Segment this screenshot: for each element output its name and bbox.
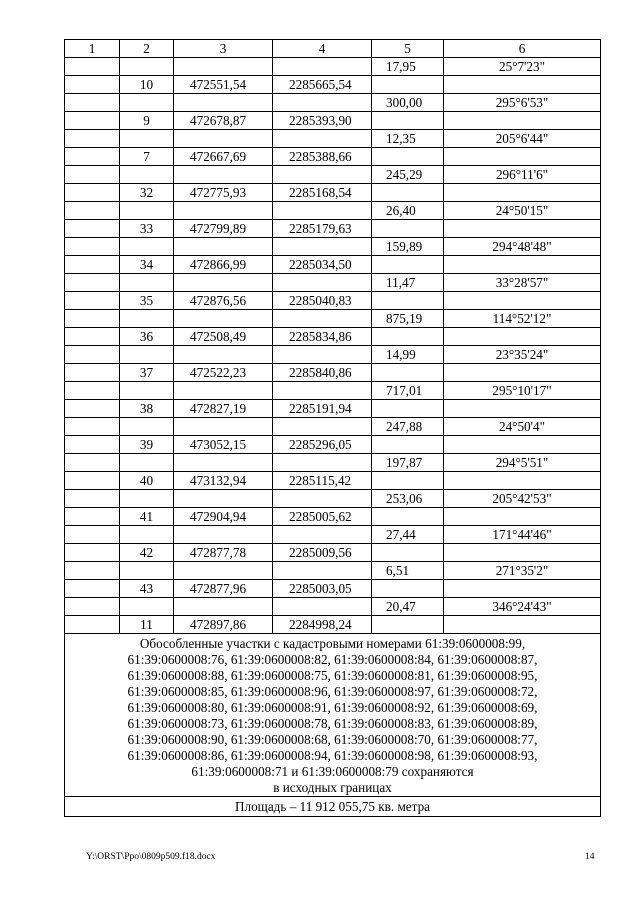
cell-col-1 xyxy=(65,382,120,400)
cell-col-4 xyxy=(273,130,372,148)
cell-col-5: 14,99 xyxy=(372,346,444,364)
cell-col-2 xyxy=(120,202,174,220)
cell-col-3: 472877,78 xyxy=(174,544,273,562)
cell-col-5 xyxy=(372,184,444,202)
point-row xyxy=(65,292,601,310)
point-row xyxy=(65,184,601,202)
cell-col-3: 472678,87 xyxy=(174,112,273,130)
cell-col-4: 2285665,54 xyxy=(273,76,372,94)
cell-col-2 xyxy=(120,490,174,508)
cell-col-5 xyxy=(372,256,444,274)
segment-row xyxy=(65,238,601,256)
cell-col-4 xyxy=(273,274,372,292)
cell-col-5 xyxy=(372,112,444,130)
cell-col-5 xyxy=(372,148,444,166)
cell-col-1 xyxy=(65,112,120,130)
cell-col-1 xyxy=(65,238,120,256)
cell-col-3 xyxy=(174,598,273,616)
note-line: 61:39:0600008:86, 61:39:0600008:94, 61:39:0600008:98, 61:39:0600008:93, xyxy=(127,748,538,763)
coordinates-table xyxy=(64,39,601,817)
note-row xyxy=(65,634,601,797)
cell-col-4: 2285168,54 xyxy=(273,184,372,202)
cell-col-6: 171°44'46" xyxy=(444,526,601,544)
cell-col-5 xyxy=(372,544,444,562)
cell-col-6 xyxy=(444,436,601,454)
note-line: 61:39:0600008:71 и 61:39:0600008:79 сохраняются xyxy=(191,764,474,779)
segment-row xyxy=(65,418,601,436)
cell-col-3: 472775,93 xyxy=(174,184,273,202)
point-row xyxy=(65,220,601,238)
point-row xyxy=(65,112,601,130)
cell-col-2 xyxy=(120,346,174,364)
cell-col-2: 36 xyxy=(120,328,174,346)
cell-col-6 xyxy=(444,328,601,346)
cell-col-4: 2285191,94 xyxy=(273,400,372,418)
cell-col-5: 11,47 xyxy=(372,274,444,292)
cell-col-1 xyxy=(65,616,120,634)
cell-col-5: 27,44 xyxy=(372,526,444,544)
cell-col-6 xyxy=(444,544,601,562)
header-col-6: 6 xyxy=(444,40,601,58)
header-col-1: 1 xyxy=(65,40,120,58)
cell-col-1 xyxy=(65,166,120,184)
cell-col-3 xyxy=(174,310,273,328)
cell-col-2 xyxy=(120,274,174,292)
note-line: 61:39:0600008:90, 61:39:0600008:68, 61:39:0600008:70, 61:39:0600008:77, xyxy=(127,732,538,747)
cell-col-1 xyxy=(65,508,120,526)
segment-row xyxy=(65,526,601,544)
cell-col-6 xyxy=(444,220,601,238)
cell-col-1 xyxy=(65,274,120,292)
cell-col-1 xyxy=(65,148,120,166)
cell-col-3: 472827,19 xyxy=(174,400,273,418)
cell-col-3 xyxy=(174,58,273,76)
cell-col-6: 114°52'12" xyxy=(444,310,601,328)
cell-col-6: 205°42'53" xyxy=(444,490,601,508)
note-line: 61:39:0600008:76, 61:39:0600008:82, 61:39:0600008:84, 61:39:0600008:87, xyxy=(127,652,538,667)
cell-col-4: 2285296,05 xyxy=(273,436,372,454)
cell-col-6 xyxy=(444,472,601,490)
cell-col-3: 472522,23 xyxy=(174,364,273,382)
cell-col-3: 472904,94 xyxy=(174,508,273,526)
cell-col-5 xyxy=(372,400,444,418)
cell-col-5 xyxy=(372,508,444,526)
cell-col-1 xyxy=(65,418,120,436)
cell-col-3: 473052,15 xyxy=(174,436,273,454)
segment-row xyxy=(65,490,601,508)
cell-col-2 xyxy=(120,526,174,544)
point-row xyxy=(65,256,601,274)
cell-col-3: 472877,96 xyxy=(174,580,273,598)
cell-col-2: 33 xyxy=(120,220,174,238)
segment-row xyxy=(65,58,601,76)
cell-col-5: 245,29 xyxy=(372,166,444,184)
cell-col-1 xyxy=(65,598,120,616)
cell-col-2: 10 xyxy=(120,76,174,94)
cell-col-4: 2284998,24 xyxy=(273,616,372,634)
cell-col-2: 7 xyxy=(120,148,174,166)
header-col-2: 2 xyxy=(120,40,174,58)
cell-col-4: 2285034,50 xyxy=(273,256,372,274)
cell-col-5: 247,88 xyxy=(372,418,444,436)
cell-col-5: 20,47 xyxy=(372,598,444,616)
cell-col-5 xyxy=(372,220,444,238)
cell-col-2: 34 xyxy=(120,256,174,274)
cell-col-4 xyxy=(273,418,372,436)
cell-col-4: 2285834,86 xyxy=(273,328,372,346)
cell-col-3 xyxy=(174,130,273,148)
point-row xyxy=(65,436,601,454)
cell-col-6 xyxy=(444,292,601,310)
cell-col-1 xyxy=(65,292,120,310)
cell-col-1 xyxy=(65,526,120,544)
cell-col-6 xyxy=(444,112,601,130)
cell-col-4: 2285115,42 xyxy=(273,472,372,490)
cell-col-3 xyxy=(174,382,273,400)
cell-col-5: 717,01 xyxy=(372,382,444,400)
cell-col-2 xyxy=(120,238,174,256)
cell-col-4 xyxy=(273,166,372,184)
cell-col-1 xyxy=(65,220,120,238)
cell-col-2 xyxy=(120,58,174,76)
cell-col-2 xyxy=(120,598,174,616)
cell-col-2: 35 xyxy=(120,292,174,310)
cell-col-1 xyxy=(65,184,120,202)
cell-col-3 xyxy=(174,94,273,112)
cell-col-5: 197,87 xyxy=(372,454,444,472)
cell-col-6: 24°50'4" xyxy=(444,418,601,436)
header-col-3: 3 xyxy=(174,40,273,58)
cell-col-4 xyxy=(273,454,372,472)
cell-col-4 xyxy=(273,562,372,580)
cell-col-3 xyxy=(174,562,273,580)
cell-col-2: 11 xyxy=(120,616,174,634)
segment-row xyxy=(65,310,601,328)
area-row xyxy=(65,797,601,817)
cell-col-6: 33°28'57" xyxy=(444,274,601,292)
cell-col-6 xyxy=(444,184,601,202)
point-row xyxy=(65,544,601,562)
cell-col-4 xyxy=(273,94,372,112)
cell-col-3: 472551,54 xyxy=(174,76,273,94)
cell-col-4: 2285009,56 xyxy=(273,544,372,562)
cell-col-4 xyxy=(273,238,372,256)
cell-col-1 xyxy=(65,202,120,220)
cell-col-3 xyxy=(174,490,273,508)
cell-col-6: 295°6'53" xyxy=(444,94,601,112)
cell-col-2: 43 xyxy=(120,580,174,598)
cell-col-4 xyxy=(273,382,372,400)
cell-col-5: 300,00 xyxy=(372,94,444,112)
note-line: 61:39:0600008:88, 61:39:0600008:75, 61:39:0600008:81, 61:39:0600008:95, xyxy=(127,668,538,683)
cell-col-4 xyxy=(273,526,372,544)
point-row xyxy=(65,580,601,598)
cell-col-3: 472897,86 xyxy=(174,616,273,634)
cell-col-6 xyxy=(444,76,601,94)
cell-col-4 xyxy=(273,346,372,364)
cell-col-1 xyxy=(65,544,120,562)
cell-col-1 xyxy=(65,310,120,328)
cell-col-4: 2285393,90 xyxy=(273,112,372,130)
cell-col-6: 205°6'44" xyxy=(444,130,601,148)
cell-col-2: 39 xyxy=(120,436,174,454)
point-row xyxy=(65,148,601,166)
cell-col-2 xyxy=(120,310,174,328)
cell-col-6 xyxy=(444,364,601,382)
cell-col-4 xyxy=(273,490,372,508)
cell-col-4 xyxy=(273,58,372,76)
cell-col-1 xyxy=(65,490,120,508)
cell-col-1 xyxy=(65,436,120,454)
footer-page-number: 14 xyxy=(585,852,595,862)
cell-col-5 xyxy=(372,472,444,490)
cell-col-6 xyxy=(444,508,601,526)
cell-col-3 xyxy=(174,526,273,544)
cell-col-6 xyxy=(444,148,601,166)
cell-col-4 xyxy=(273,202,372,220)
cell-col-3 xyxy=(174,454,273,472)
note-line: 61:39:0600008:80, 61:39:0600008:91, 61:39:0600008:92, 61:39:0600008:69, xyxy=(127,700,538,715)
cell-col-1 xyxy=(65,256,120,274)
cell-col-2 xyxy=(120,418,174,436)
cell-col-2: 32 xyxy=(120,184,174,202)
segment-row xyxy=(65,562,601,580)
cell-col-2 xyxy=(120,454,174,472)
note-cell xyxy=(65,634,601,797)
cell-col-1 xyxy=(65,328,120,346)
cell-col-3 xyxy=(174,166,273,184)
footer-file-path: Y:\ORST\Ppo\0809p509.f18.docx xyxy=(86,852,216,862)
cell-col-4: 2285179,63 xyxy=(273,220,372,238)
segment-row xyxy=(65,130,601,148)
point-row xyxy=(65,472,601,490)
note-line: Обособленные участки с кадастровыми номерами 61:39:0600008:99, xyxy=(139,636,526,651)
note-line: 61:39:0600008:85, 61:39:0600008:96, 61:39:0600008:97, 61:39:0600008:72, xyxy=(127,684,538,699)
cell-col-4: 2285840,86 xyxy=(273,364,372,382)
cell-col-5: 6,51 xyxy=(372,562,444,580)
cell-col-5: 26,40 xyxy=(372,202,444,220)
area-cell: Площадь – 11 912 055,75 кв. метра xyxy=(65,797,601,817)
cell-col-2: 37 xyxy=(120,364,174,382)
cell-col-6: 346°24'43" xyxy=(444,598,601,616)
segment-row xyxy=(65,202,601,220)
cell-col-5 xyxy=(372,436,444,454)
cell-col-1 xyxy=(65,562,120,580)
cell-col-1 xyxy=(65,58,120,76)
cell-col-2: 41 xyxy=(120,508,174,526)
cell-col-6: 294°5'51" xyxy=(444,454,601,472)
cell-col-5: 253,06 xyxy=(372,490,444,508)
header-col-4: 4 xyxy=(273,40,372,58)
cell-col-5 xyxy=(372,328,444,346)
cell-col-4 xyxy=(273,310,372,328)
cell-col-5: 875,19 xyxy=(372,310,444,328)
cell-col-4 xyxy=(273,598,372,616)
cell-col-6: 23°35'24" xyxy=(444,346,601,364)
cell-col-5: 159,89 xyxy=(372,238,444,256)
segment-row xyxy=(65,166,601,184)
cell-col-1 xyxy=(65,454,120,472)
header-col-5: 5 xyxy=(372,40,444,58)
cell-col-3: 472876,56 xyxy=(174,292,273,310)
segment-row xyxy=(65,454,601,472)
cell-col-5: 12,35 xyxy=(372,130,444,148)
cell-col-6 xyxy=(444,256,601,274)
table-body xyxy=(65,40,601,817)
note-line: 61:39:0600008:73, 61:39:0600008:78, 61:39:0600008:83, 61:39:0600008:89, xyxy=(127,716,538,731)
cell-col-6: 294°48'48" xyxy=(444,238,601,256)
cell-col-5 xyxy=(372,292,444,310)
cell-col-4: 2285005,62 xyxy=(273,508,372,526)
point-row xyxy=(65,328,601,346)
cell-col-4: 2285388,66 xyxy=(273,148,372,166)
cell-col-2 xyxy=(120,130,174,148)
cell-col-2 xyxy=(120,382,174,400)
note-line: в исходных границах xyxy=(273,780,392,795)
segment-row xyxy=(65,274,601,292)
segment-row xyxy=(65,346,601,364)
cell-col-1 xyxy=(65,400,120,418)
cell-col-1 xyxy=(65,76,120,94)
cell-col-6: 24°50'15" xyxy=(444,202,601,220)
point-row xyxy=(65,508,601,526)
cell-col-3 xyxy=(174,238,273,256)
segment-row xyxy=(65,382,601,400)
cell-col-3: 472508,49 xyxy=(174,328,273,346)
cell-col-3 xyxy=(174,274,273,292)
cell-col-2 xyxy=(120,94,174,112)
segment-row xyxy=(65,94,601,112)
cell-col-3: 473132,94 xyxy=(174,472,273,490)
cell-col-1 xyxy=(65,130,120,148)
cell-col-6 xyxy=(444,400,601,418)
cell-col-1 xyxy=(65,580,120,598)
cell-col-4: 2285003,05 xyxy=(273,580,372,598)
cell-col-2: 9 xyxy=(120,112,174,130)
cell-col-1 xyxy=(65,364,120,382)
cell-col-6 xyxy=(444,580,601,598)
cell-col-2: 42 xyxy=(120,544,174,562)
cell-col-3 xyxy=(174,346,273,364)
cell-col-1 xyxy=(65,346,120,364)
cell-col-2: 38 xyxy=(120,400,174,418)
header-row xyxy=(65,40,601,58)
cell-col-1 xyxy=(65,94,120,112)
cell-col-4: 2285040,83 xyxy=(273,292,372,310)
cell-col-2 xyxy=(120,166,174,184)
cell-col-5 xyxy=(372,364,444,382)
cell-col-6 xyxy=(444,616,601,634)
point-row xyxy=(65,616,601,634)
cell-col-3: 472667,69 xyxy=(174,148,273,166)
cell-col-3: 472866,99 xyxy=(174,256,273,274)
cell-col-5: 17,95 xyxy=(372,58,444,76)
point-row xyxy=(65,400,601,418)
cell-col-5 xyxy=(372,580,444,598)
cell-col-5 xyxy=(372,76,444,94)
cell-col-2 xyxy=(120,562,174,580)
segment-row xyxy=(65,598,601,616)
cell-col-6: 271°35'2" xyxy=(444,562,601,580)
cell-col-3 xyxy=(174,418,273,436)
cell-col-1 xyxy=(65,472,120,490)
cell-col-5 xyxy=(372,616,444,634)
point-row xyxy=(65,76,601,94)
cell-col-3: 472799,89 xyxy=(174,220,273,238)
cell-col-6: 25°7'23" xyxy=(444,58,601,76)
cell-col-6: 295°10'17" xyxy=(444,382,601,400)
point-row xyxy=(65,364,601,382)
cell-col-2: 40 xyxy=(120,472,174,490)
cell-col-3 xyxy=(174,202,273,220)
cell-col-6: 296°11'6" xyxy=(444,166,601,184)
